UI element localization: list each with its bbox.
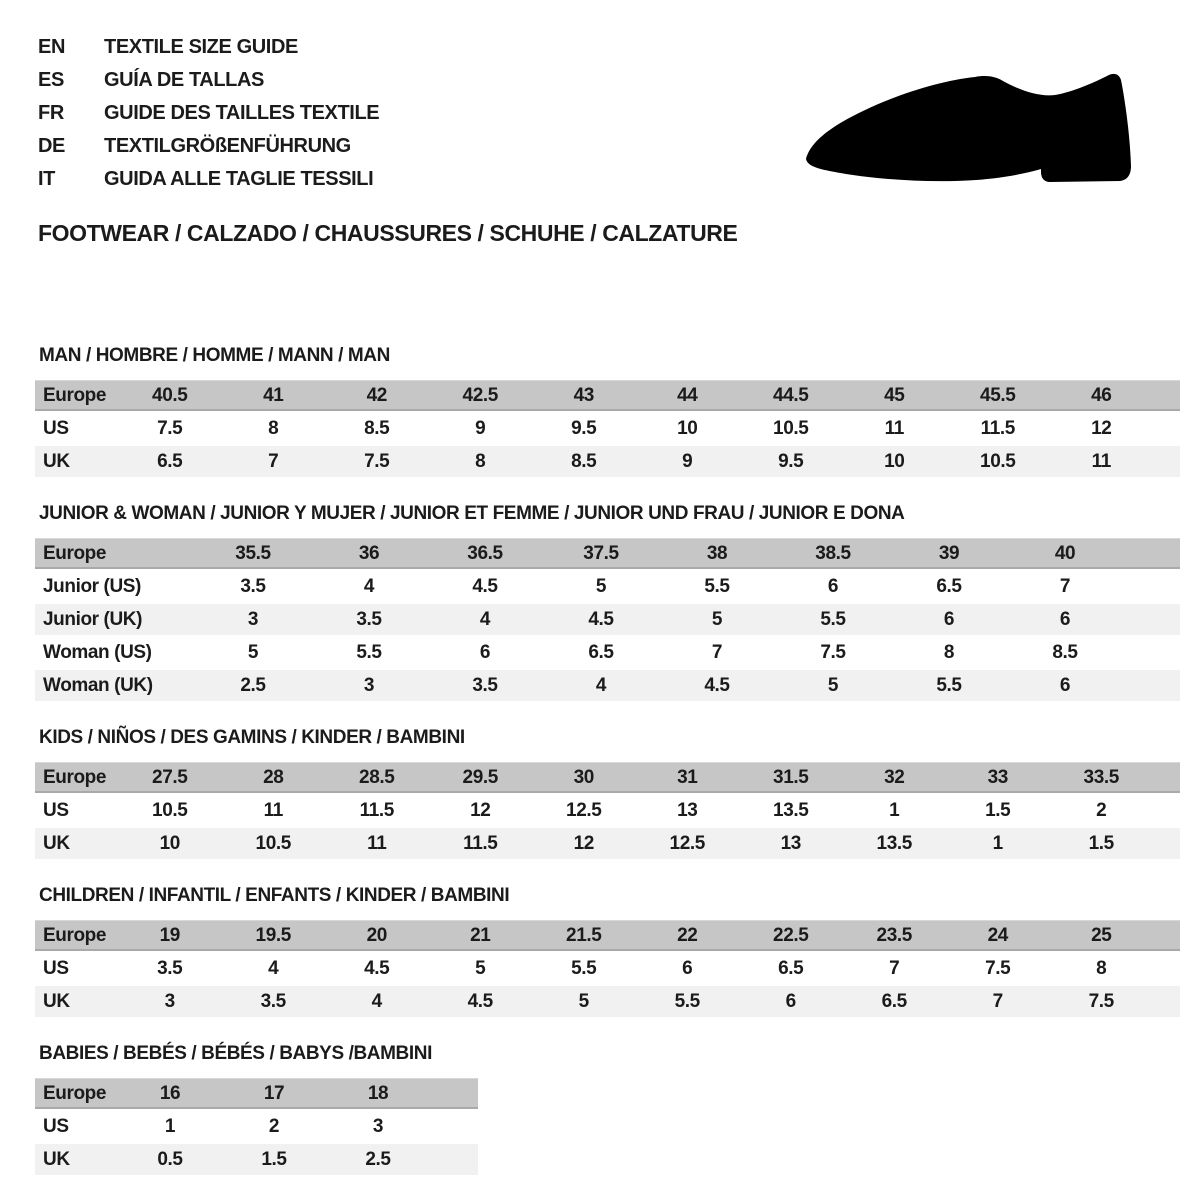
size-value: 28 <box>263 766 284 788</box>
size-value: 6 <box>1059 608 1071 630</box>
size-value: 5.5 <box>704 575 730 597</box>
size-row-label: US <box>43 957 69 979</box>
size-value: 33.5 <box>1083 766 1119 788</box>
size-value: 12 <box>1091 417 1112 439</box>
size-value: 3.5 <box>260 990 286 1012</box>
size-value: 10 <box>677 417 698 439</box>
size-value: 42 <box>366 384 387 406</box>
language-code: ES <box>38 69 64 91</box>
size-value: 37.5 <box>583 542 619 564</box>
size-table-header-row <box>35 380 1180 411</box>
size-value: 28.5 <box>359 766 395 788</box>
size-value: 0.5 <box>157 1148 183 1170</box>
size-value: 3 <box>372 1115 384 1137</box>
size-row-label: Europe <box>43 1082 107 1104</box>
size-value: 38.5 <box>815 542 851 564</box>
size-value: 41 <box>263 384 284 406</box>
size-value: 8 <box>475 450 486 472</box>
size-row-label: Europe <box>43 766 107 788</box>
size-value: 7 <box>1059 575 1071 597</box>
size-value: 25 <box>1091 924 1112 946</box>
size-value: 7 <box>711 641 723 663</box>
size-value: 3.5 <box>356 608 382 630</box>
size-value: 18 <box>367 1082 389 1104</box>
size-table-title: JUNIOR & WOMAN / JUNIOR Y MUJER / JUNIOR ET FEMME / JUNIOR UND FRAU / JUNIOR E DONA <box>39 503 905 524</box>
size-value: 4.5 <box>467 990 493 1012</box>
size-value: 6 <box>682 957 693 979</box>
size-value: 7 <box>268 450 279 472</box>
language-code: EN <box>38 36 65 58</box>
size-value: 27.5 <box>152 766 188 788</box>
size-value: 7.5 <box>820 641 846 663</box>
size-value: 31 <box>677 766 698 788</box>
language-row <box>38 130 379 163</box>
size-value: 31.5 <box>773 766 809 788</box>
size-value: 11.5 <box>359 799 394 821</box>
size-value: 8 <box>943 641 955 663</box>
size-value: 11 <box>884 417 904 439</box>
size-value: 35.5 <box>235 542 271 564</box>
size-row-label: US <box>43 417 69 439</box>
size-value: 3.5 <box>240 575 266 597</box>
size-value: 10.5 <box>773 417 809 439</box>
size-value: 5.5 <box>820 608 846 630</box>
size-value: 17 <box>263 1082 285 1104</box>
size-value: 10 <box>884 450 905 472</box>
size-value: 36.5 <box>467 542 503 564</box>
size-table-row <box>35 670 1180 701</box>
size-value: 7 <box>889 957 900 979</box>
size-value: 40.5 <box>152 384 188 406</box>
size-value: 4.5 <box>364 957 390 979</box>
size-row-label: US <box>43 1115 69 1137</box>
size-row-label: Woman (US) <box>43 641 152 663</box>
size-value: 10.5 <box>152 799 188 821</box>
size-value: 1.5 <box>1088 832 1114 854</box>
size-value: 3 <box>247 608 259 630</box>
size-value: 46 <box>1091 384 1112 406</box>
size-value: 44 <box>677 384 698 406</box>
size-table-section <box>35 885 1185 1017</box>
size-value: 7.5 <box>1088 990 1114 1012</box>
size-table-row <box>35 413 1180 444</box>
size-value: 9 <box>682 450 693 472</box>
size-value: 7.5 <box>364 450 390 472</box>
size-value: 22 <box>677 924 698 946</box>
size-value: 19.5 <box>255 924 291 946</box>
size-value: 5 <box>711 608 723 630</box>
size-value: 5 <box>247 641 259 663</box>
size-value: 13.5 <box>876 832 912 854</box>
size-value: 22.5 <box>773 924 809 946</box>
size-table-header-row <box>35 538 1180 569</box>
size-table-section <box>35 503 1185 701</box>
size-value: 8.5 <box>364 417 390 439</box>
size-row-label: Woman (UK) <box>43 674 153 696</box>
size-value: 10.5 <box>255 832 291 854</box>
size-table-row <box>35 571 1180 602</box>
size-row-label: US <box>43 799 69 821</box>
size-value: 40 <box>1054 542 1076 564</box>
size-value: 8 <box>1096 957 1107 979</box>
size-row-label: UK <box>43 450 70 472</box>
size-value: 9 <box>475 417 486 439</box>
size-value: 1 <box>889 799 900 821</box>
size-value: 39 <box>938 542 960 564</box>
language-guide-title: GUIDA ALLE TAGLIE TESSILI <box>104 168 374 190</box>
size-value: 33 <box>987 766 1008 788</box>
size-table-title: BABIES / BEBÉS / BÉBÉS / BABYS /BAMBINI <box>39 1043 432 1064</box>
size-value: 7 <box>992 990 1003 1012</box>
size-value: 2 <box>1096 799 1107 821</box>
language-code: IT <box>38 168 55 190</box>
size-value: 4 <box>371 990 382 1012</box>
size-value: 11 <box>367 832 387 854</box>
size-row-label: UK <box>43 832 70 854</box>
size-value: 11.5 <box>463 832 498 854</box>
size-value: 12.5 <box>566 799 602 821</box>
size-value: 6.5 <box>881 990 907 1012</box>
language-list <box>38 31 379 196</box>
size-row-label: Junior (US) <box>43 575 141 597</box>
size-value: 5 <box>475 957 486 979</box>
size-value: 2.5 <box>240 674 266 696</box>
size-value: 13 <box>677 799 698 821</box>
size-value: 5.5 <box>356 641 382 663</box>
size-row-label: Europe <box>43 924 107 946</box>
size-value: 36 <box>358 542 380 564</box>
size-value: 4 <box>479 608 491 630</box>
size-value: 6 <box>827 575 839 597</box>
size-value: 38 <box>706 542 728 564</box>
size-value: 3 <box>164 990 175 1012</box>
size-row-label: Europe <box>43 542 107 564</box>
size-value: 7.5 <box>157 417 183 439</box>
size-value: 12 <box>470 799 491 821</box>
size-value: 6 <box>785 990 796 1012</box>
size-table-row <box>35 986 1180 1017</box>
language-row <box>38 64 379 97</box>
shoe-icon <box>803 73 1140 185</box>
size-value: 42.5 <box>462 384 498 406</box>
size-table-row <box>35 953 1180 984</box>
language-row <box>38 163 379 196</box>
size-value: 5 <box>827 674 839 696</box>
language-row <box>38 97 379 130</box>
size-table-title: KIDS / NIÑOS / DES GAMINS / KINDER / BAMBINI <box>39 727 465 748</box>
size-value: 9.5 <box>571 417 597 439</box>
size-value: 45 <box>884 384 905 406</box>
size-table-row <box>35 795 1180 826</box>
size-row-label: UK <box>43 990 70 1012</box>
size-value: 29.5 <box>462 766 498 788</box>
size-value: 16 <box>159 1082 181 1104</box>
size-value: 4 <box>363 575 375 597</box>
language-guide-title: TEXTILE SIZE GUIDE <box>104 36 298 58</box>
size-value: 2 <box>268 1115 280 1137</box>
size-value: 30 <box>573 766 594 788</box>
size-value: 9.5 <box>778 450 804 472</box>
size-value: 6.5 <box>936 575 962 597</box>
size-table-row <box>35 1111 478 1142</box>
size-value: 3.5 <box>157 957 183 979</box>
language-guide-title: GUÍA DE TALLAS <box>104 69 264 91</box>
size-value: 1.5 <box>261 1148 287 1170</box>
size-value: 6.5 <box>157 450 183 472</box>
size-value: 2.5 <box>365 1148 391 1170</box>
size-value: 13.5 <box>773 799 809 821</box>
size-value: 4 <box>268 957 279 979</box>
size-value: 21.5 <box>566 924 602 946</box>
size-value: 5.5 <box>571 957 597 979</box>
size-table-section <box>35 727 1185 859</box>
size-value: 5.5 <box>936 674 962 696</box>
size-value: 11 <box>263 799 283 821</box>
size-value: 7.5 <box>985 957 1011 979</box>
language-guide-title: GUIDE DES TAILLES TEXTILE <box>104 102 380 124</box>
size-value: 43 <box>573 384 594 406</box>
language-row <box>38 31 379 64</box>
size-value: 20 <box>366 924 387 946</box>
size-value: 6.5 <box>778 957 804 979</box>
size-table-row <box>35 446 1180 477</box>
size-value: 6 <box>1059 674 1071 696</box>
size-value: 1.5 <box>985 799 1011 821</box>
size-value: 4.5 <box>704 674 730 696</box>
size-value: 10.5 <box>980 450 1016 472</box>
size-row-label: Europe <box>43 384 107 406</box>
size-value: 5.5 <box>674 990 700 1012</box>
size-value: 3 <box>363 674 375 696</box>
language-code: DE <box>38 135 65 157</box>
size-table-row <box>35 828 1180 859</box>
size-value: 6.5 <box>588 641 614 663</box>
size-table-section <box>35 345 1185 477</box>
size-table-row <box>35 604 1180 635</box>
size-value: 10 <box>159 832 180 854</box>
size-value: 24 <box>987 924 1008 946</box>
size-table-row <box>35 637 1180 668</box>
size-value: 11 <box>1091 450 1111 472</box>
size-value: 32 <box>884 766 905 788</box>
size-value: 19 <box>159 924 180 946</box>
size-tables <box>35 345 1185 1200</box>
size-value: 5 <box>595 575 607 597</box>
size-value: 13 <box>780 832 801 854</box>
size-table-row <box>35 1144 478 1175</box>
size-table-title: CHILDREN / INFANTIL / ENFANTS / KINDER / BAMBINI <box>39 885 510 906</box>
size-value: 12 <box>573 832 594 854</box>
size-value: 12.5 <box>669 832 705 854</box>
size-value: 1 <box>164 1115 176 1137</box>
size-value: 44.5 <box>773 384 809 406</box>
size-value: 8.5 <box>571 450 597 472</box>
size-value: 23.5 <box>876 924 912 946</box>
size-table-section <box>35 1043 1185 1175</box>
size-value: 5 <box>578 990 589 1012</box>
size-value: 1 <box>992 832 1003 854</box>
size-value: 45.5 <box>980 384 1016 406</box>
size-row-label: UK <box>43 1148 70 1170</box>
size-table-header-row <box>35 920 1180 951</box>
size-value: 21 <box>470 924 491 946</box>
size-table-header-row <box>35 1078 478 1109</box>
language-guide-title: TEXTILGRÖßENFÜHRUNG <box>104 135 351 157</box>
size-table-title: MAN / HOMBRE / HOMME / MANN / MAN <box>39 345 390 366</box>
size-value: 4.5 <box>472 575 498 597</box>
size-value: 6 <box>943 608 955 630</box>
size-row-label: Junior (UK) <box>43 608 143 630</box>
size-value: 8 <box>268 417 279 439</box>
size-value: 6 <box>479 641 491 663</box>
size-value: 4 <box>595 674 607 696</box>
size-value: 8.5 <box>1052 641 1078 663</box>
size-table-header-row <box>35 762 1180 793</box>
size-value: 3.5 <box>472 674 498 696</box>
language-code: FR <box>38 102 64 124</box>
size-value: 11.5 <box>980 417 1015 439</box>
footwear-category-title: FOOTWEAR / CALZADO / CHAUSSURES / SCHUHE / CALZATURE <box>38 220 738 246</box>
size-value: 4.5 <box>588 608 614 630</box>
